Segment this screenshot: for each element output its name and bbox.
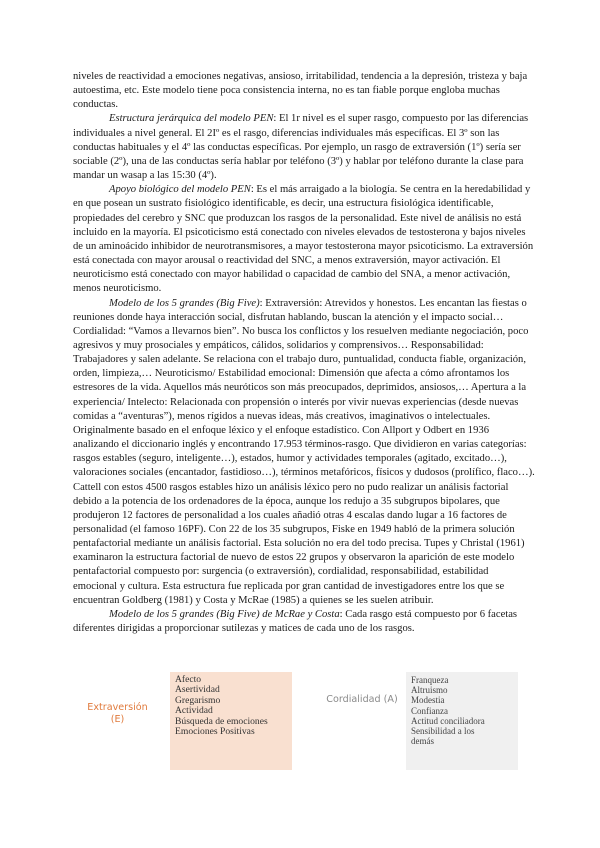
body-text	[73, 70, 535, 636]
big-five-facets-figure	[70, 672, 550, 772]
list-item: Confianza	[411, 705, 448, 716]
list-item: Asertividad	[175, 684, 220, 696]
section-title: Modelo de los 5 grandes (Big Five)	[109, 297, 260, 309]
paragraph-2: Estructura jerárquica del modelo PEN: El 1r nivel es el super rasgo, compuesto por las diferencias individuales a nivel general. El 2Iº es el rasgo, diferencias individuales más específicas. El 3º son las conductas habituales y el 4º las conductas específicas. Por ejemplo, un rasgo de extraversión (1º) sería ser sociable (2º), una de las conductas sería hablar por teléfono (3º) y hablar por teléfono durante la clase para mandar un wasap a las 15:30 (4º).	[73, 113, 529, 182]
list-item: Actividad	[175, 705, 213, 717]
paragraph-1: niveles de reactividad a emociones negativas, ansioso, irritabilidad, tendencia a la depresión, tristeza y baja autoestima, etc. Este modelo tiene poca consistencia interna, no es tan fiable porque engloba muchas conductas.	[73, 71, 528, 111]
list-item: Sensibilidad a los	[411, 726, 475, 737]
list-item: Emociones Positivas	[175, 726, 255, 738]
list-item: Franqueza	[411, 675, 449, 685]
list-item: Afecto	[175, 674, 202, 685]
cordialidad-facets-list	[406, 672, 518, 770]
list-item: Búsqueda de emociones	[175, 715, 268, 727]
paragraph-6: Modelo de los 5 grandes (Big Five) de McRae y Costa: Cada rasgo está compuesto por 6 facetas diferentes dirigidas a proporcionar sutilezas y matices de cada uno de los rasgos.	[73, 608, 518, 635]
section-title: Apoyo biológico del modelo PEN	[109, 184, 251, 196]
list-item: Actitud conciliadora	[411, 715, 485, 726]
list-item: Altruismo	[411, 685, 448, 696]
paragraph-5: Originalmente basado en el enfoque léxico y el enfoque estadístico. Con Allport y Odbert en 1936 analizando el diccionario inglés y encontrando 17.953 términos-rasgo. Que dividieron en varias categorías: rasgos estables (seguro, inteligente…), estados, humor y actividades temporales (agitado, excitado…), valoraciones sociales (encantador, fastidioso…), términos metafóricos, físicos y dudosos (prolífico, flaco…). Cattell con estos 4500 rasgos estables hizo un análisis léxico pero no pudo realizar un análisis factorial debido a la potencia de los ordenadores de la época, aunque los redujo a 35 subgrupos bipolares, que produjeron 12 factores de personalidad a los cuales añadió otras 4 escalas dando lugar a 16 factores de personalidad (el famoso 16PF). Con 22 de los 35 subgrupos, Fiske en 1949 habló de la primera solución pentafactorial mediante un análisis factorial. Esta solución no era del todo precisa. Tupes y Christal (1961) examinaron la estructura factorial de nuevo de estos 22 grupos y observaron la aparición de este modelo pentafactorial compuesto por: surgencia (o extraversión), cordialidad, responsabilidad, estabilidad emocional y cultura. Esta estructura fue replicada por gran cantidad de investigadores entre los que se encuentran Goldberg (1981) y Costa y McRae (1985) a quienes se les suelen atribuir.	[73, 424, 535, 606]
extraversion-label: Extraversión (E)	[87, 702, 148, 725]
cordialidad-label: Cordialidad (A)	[326, 694, 398, 705]
section-title: Modelo de los 5 grandes (Big Five) de McRae y Costa	[109, 608, 340, 620]
list-item: demás	[411, 736, 434, 747]
paragraph-3: Apoyo biológico del modelo PEN: Es el más arraigado a la biología. Se centra en la heredabilidad y en que posean un sustrato fisiológico identificable, es decir, una estructura fisiológica identificable, propiedades del cerebro y SNC que produzcan los rasgos de la personalidad. Este nivel de análisis no está incluido en la mayoría. El psicoticismo está conectado con niveles elevados de testosterona y bajos niveles de un aminoácido inhibidor de neurotransmisores, a mayor testosterona mayor psicoticismo. La extraversión está conectada con mayor arousal o reactividad del SNC, a menos extraversión, mayor activación. El neuroticismo está conectado con mayor habilidad o capacidad de cambio del SNA, a menor activación, menos neuroticismo.	[73, 184, 534, 295]
paragraph-4: Modelo de los 5 grandes (Big Five): Extraversión: Atrevidos y honestos. Les encantan las fiestas o reuniones donde haya interacción social, disfrutan hablando, buscan la atención y el impacto social… Cordialidad: “Vamos a llevarnos bien”. No busca los conflictos y los resuelven mediante negociación, poco agresivos y muy prosociales y empáticos, cálidos, solidarios y comprensivos… Responsabilidad: Trabajadores y salen adelante. Se relaciona con el trabajo duro, puntualidad, conducta fiable, organización, orden, limpieza,… Neuroticismo/ Estabilidad emocional: Dimensión que afecta a cómo afrontamos los estresores de la vida. Aquellos más neuróticos son más preocupados, deprimidos, ansiosos,… Apertura a la experiencia/ Intelecto: Relacionada con propensión o interés por vivir nuevas experiencias (desde nuevas comidas a “aventuras”), menos rígidos a nuevas ideas, más creativos, imaginativos o intelectuales.	[73, 297, 529, 422]
list-item: Gregarismo	[175, 694, 221, 706]
section-title: Estructura jerárquica del modelo PEN	[109, 113, 274, 125]
extraversion-facets-list	[170, 672, 292, 770]
list-item: Modestia	[411, 695, 445, 706]
